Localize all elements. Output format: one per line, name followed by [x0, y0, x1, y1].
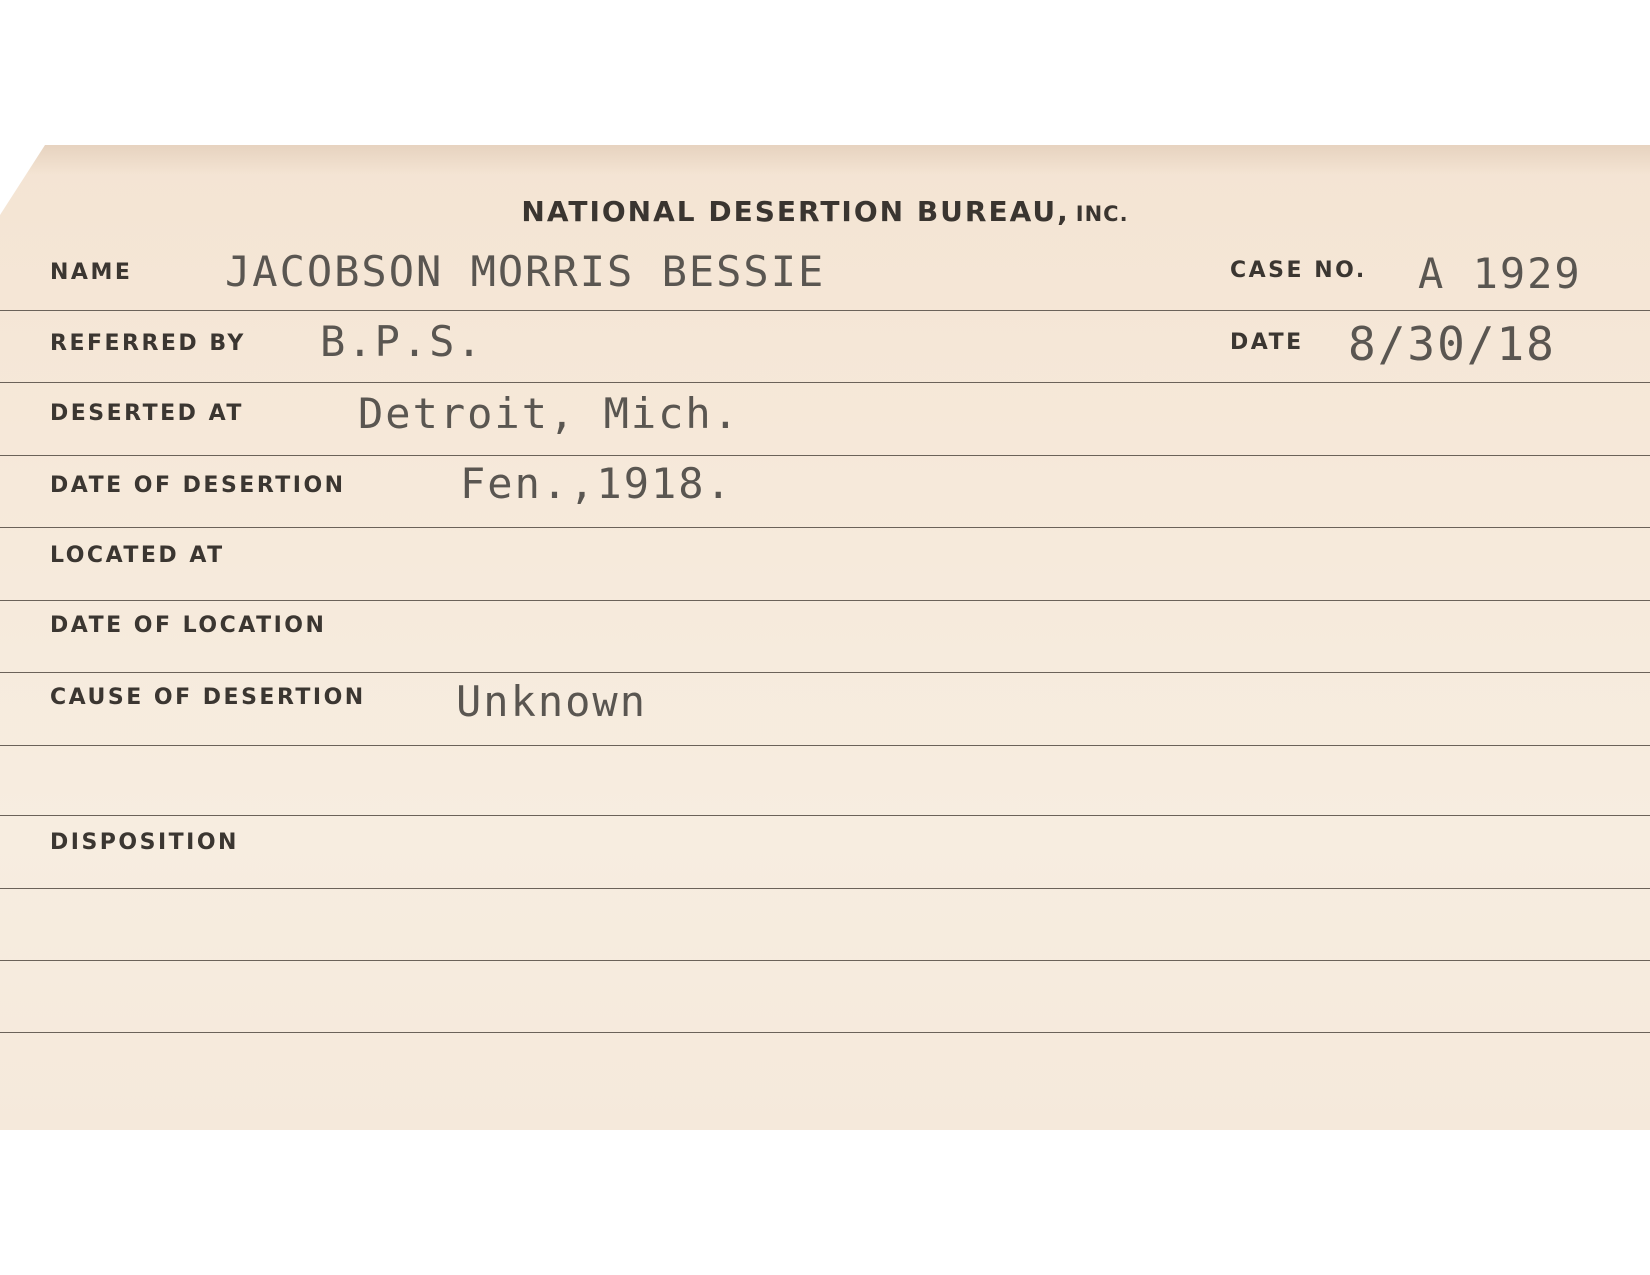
card-title-text: NATIONAL DESERTION BUREAU,: [521, 195, 1070, 228]
date-of-location-label: DATE OF LOCATION: [50, 613, 327, 638]
date-label: DATE: [1230, 330, 1304, 355]
case-no-label: CASE NO.: [1230, 258, 1367, 283]
date-of-desertion-value: Fen.,1918.: [460, 459, 733, 508]
disposition-label: DISPOSITION: [50, 830, 239, 855]
deserted-at-rule: [0, 455, 1650, 456]
name-value: JACOBSON MORRIS BESSIE: [225, 247, 826, 296]
name-rule: [0, 310, 1650, 311]
blank-rule-3: [0, 1032, 1650, 1033]
date-of-location-rule: [0, 672, 1650, 673]
case-no-value: A 1929: [1418, 249, 1582, 298]
date-value: 8/30/18: [1348, 317, 1556, 371]
cause-of-desertion-value: Unknown: [456, 677, 648, 726]
card-title: [0, 195, 1650, 228]
located-at-rule: [0, 600, 1650, 601]
blank-rule-2: [0, 960, 1650, 961]
referred-by-label: REFERRED BY: [50, 331, 246, 356]
cause-of-desertion-label: CAUSE OF DESERTION: [50, 685, 366, 710]
date-of-desertion-rule: [0, 527, 1650, 528]
card-top-shading: [0, 145, 1650, 175]
located-at-label: LOCATED AT: [50, 543, 225, 568]
name-label: NAME: [50, 260, 133, 285]
blank-rule-1: [0, 815, 1650, 816]
deserted-at-value: Detroit, Mich.: [358, 389, 741, 438]
disposition-rule: [0, 888, 1650, 889]
index-card: [0, 145, 1650, 1130]
date-of-desertion-label: DATE OF DESERTION: [50, 473, 346, 498]
deserted-at-label: DESERTED AT: [50, 401, 244, 426]
referred-by-rule: [0, 382, 1650, 383]
cause-of-desertion-rule: [0, 745, 1650, 746]
card-title-suffix: INC.: [1075, 202, 1129, 226]
referred-by-value: B.P.S.: [320, 317, 484, 366]
